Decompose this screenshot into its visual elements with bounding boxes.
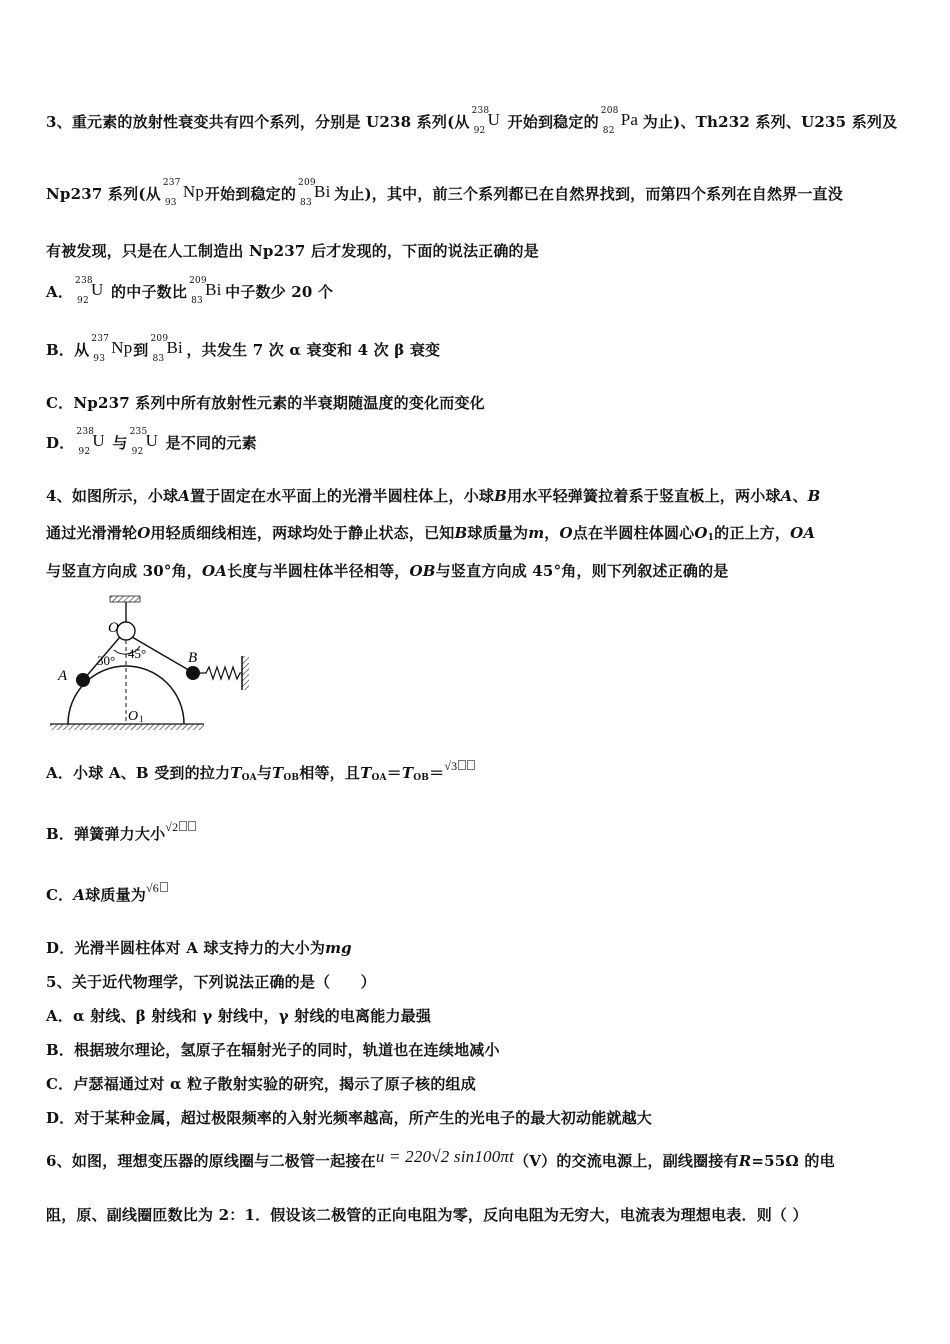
var-b: B (494, 487, 507, 505)
option-label: D． (46, 434, 75, 452)
q4-text: 与竖直方向成 30°角， (46, 562, 202, 580)
var-t: T (360, 764, 372, 782)
option-text: 球质量为 (85, 886, 146, 904)
q3-stem-line2 (46, 178, 843, 212)
q4-text: 置于固定在水平面上的光滑半圆柱体上，小球 (190, 487, 495, 505)
option-text: 相等，且 (299, 764, 361, 782)
option-text: B．弹簧弹力大小 (46, 825, 166, 843)
atomic-number: 92 (131, 447, 144, 457)
mass-number: 209 (150, 334, 169, 344)
element-symbol: U (145, 431, 159, 450)
label-o1: O (128, 709, 139, 724)
q5-option-c[interactable]: C．卢瑟福通过对 α 粒子散射实验的研究，揭示了原子核的组成 (46, 1075, 476, 1093)
option-text: A．小球 A、B 受到的拉力 (46, 764, 231, 782)
q4-text: 与竖直方向成 45°角，则下列叙述正确的是 (435, 562, 729, 580)
q6-stem-line2: 阻，原、副线圈匝数比为 2：1．假设该二极管的正向电阻为零，反向电阻为无穷大，电流表为理想电表．则（ ） (46, 1206, 808, 1224)
q4-stem-line3 (46, 560, 728, 581)
nuclide-pa208 (601, 106, 641, 140)
mass-number: 238 (471, 106, 490, 116)
q3-option-a[interactable] (46, 276, 333, 310)
q3-text: 3、重元素的放射性衰变共有四个系列，分别是 U238 系列(从 (46, 113, 470, 131)
atomic-number: 82 (602, 126, 615, 136)
q3-option-d[interactable] (46, 427, 257, 461)
nuclide-u238 (75, 276, 109, 310)
var-o1: O (694, 524, 708, 542)
var-t: T (401, 764, 414, 782)
missing-glyph-box (188, 821, 196, 831)
option-text: 与 (256, 764, 273, 782)
subscript: OB (413, 773, 430, 783)
mass-number: 238 (75, 276, 93, 286)
missing-glyph-box (179, 821, 187, 831)
atomic-number: 93 (93, 354, 106, 364)
atomic-number: 92 (78, 447, 91, 457)
option-text: 与 (112, 434, 128, 452)
var-a: A (780, 487, 793, 505)
var-o: O (559, 524, 573, 542)
var-r: R (738, 1152, 752, 1170)
ground-hatch (50, 724, 204, 730)
atomic-number: 83 (152, 354, 165, 364)
q4-text: 的正上方， (714, 524, 791, 542)
atomic-number: 92 (77, 296, 89, 306)
subscript: OB (283, 773, 300, 783)
q4-text: 长度与半圆柱体半径相等， (227, 562, 410, 580)
q4-text: 点在半圆柱体圆心 (572, 524, 695, 542)
spring (200, 667, 242, 679)
element-symbol: Np (111, 338, 133, 357)
var-a: A (73, 886, 86, 904)
ceiling-support (110, 596, 140, 602)
var-ob: OB (409, 562, 436, 580)
var-oa: OA (790, 524, 816, 542)
nuclide-bi209 (189, 276, 223, 310)
var-t: T (230, 764, 242, 782)
nuclide-bi209 (298, 178, 332, 212)
option-text: 到 (133, 341, 149, 359)
q4-text: 、 (792, 487, 808, 505)
q6-stem-line1 (46, 1147, 835, 1171)
ball-b (186, 666, 200, 680)
q5-stem: 5、关于近代物理学，下列说法正确的是（ ） (46, 973, 376, 991)
nuclide-np237 (91, 334, 131, 368)
option-text: 的中子数比 (111, 283, 188, 301)
missing-glyph-box (458, 760, 466, 770)
q4-stem-line2 (46, 522, 815, 543)
mass-number: 209 (189, 276, 207, 286)
mass-number: 209 (298, 178, 316, 188)
q4-text: 通过光滑滑轮 (46, 524, 138, 542)
root-formula: √3 (444, 759, 458, 773)
q5-option-d[interactable]: D．对于某种金属，超过极限频率的入射光频率越高，所产生的光电子的最大初动能就越大 (46, 1109, 653, 1127)
mass-number: 238 (76, 427, 95, 437)
q4-text: 用水平轻弹簧拉着系于竖直板上，两小球 (507, 487, 781, 505)
voltage-formula: u = 220√2 sin100πt (375, 1147, 515, 1166)
element-symbol: U (487, 110, 501, 129)
atomic-number: 93 (164, 198, 177, 208)
option-text: 中子数少 20 个 (225, 283, 334, 301)
q6-text: =55Ω 的电 (751, 1152, 835, 1170)
q4-option-b[interactable] (46, 820, 196, 844)
q4-text: ， (544, 524, 560, 542)
wall-hatch (242, 656, 249, 690)
mass-number: 237 (91, 334, 110, 344)
subscript: OA (371, 773, 387, 783)
option-label: A． (46, 283, 74, 301)
element-symbol: Np (182, 182, 205, 201)
nuclide-u235 (130, 427, 164, 461)
angle-arc-30 (114, 650, 126, 654)
missing-glyph-box (467, 760, 475, 770)
var-t: T (272, 764, 284, 782)
element-symbol: U (91, 280, 104, 299)
option-text: C． (46, 886, 74, 904)
atomic-number: 92 (473, 126, 486, 136)
option-text: 是不同的元素 (165, 434, 257, 452)
option-text: D．光滑半圆柱体对 A 球支持力的大小为 (46, 939, 326, 957)
missing-glyph-box (160, 882, 168, 892)
nuclide-np237 (163, 178, 203, 212)
element-symbol: Pa (620, 110, 639, 129)
label-angle-30: 30° (97, 653, 116, 668)
atomic-number: 83 (300, 198, 312, 208)
option-text: ＝ (386, 764, 402, 782)
element-symbol: Bi (205, 280, 222, 299)
q3-text: Np237 系列(从 (46, 185, 161, 203)
subscript: OA (241, 773, 257, 783)
var-mg: mg (325, 939, 352, 957)
q4-option-d[interactable] (46, 937, 352, 958)
q4-stem-line1 (46, 485, 821, 506)
mass-number: 237 (162, 178, 181, 188)
q4-option-c[interactable] (46, 881, 168, 905)
var-a: A (178, 487, 191, 505)
element-symbol: Bi (314, 182, 331, 201)
root-formula: √6 (146, 881, 159, 895)
subscript: 1 (707, 533, 715, 543)
nuclide-u238 (76, 427, 110, 461)
q3-text: 为止)、Th232 系列、U235 系列及 (642, 113, 898, 131)
option-text: ，共发生 7 次 α 衰变和 4 次 β 衰变 (186, 341, 441, 359)
mass-number: 235 (129, 427, 148, 437)
q6-text: 6、如图，理想变压器的原线圈与二极管一起接在 (46, 1152, 376, 1170)
var-oa: OA (202, 562, 228, 580)
label-angle-45: 45° (128, 646, 147, 661)
q4-text: 4、如图所示，小球 (46, 487, 179, 505)
ball-a (76, 673, 90, 687)
label-o1-sub: 1 (139, 714, 144, 724)
q3-stem-line3: 有被发现，只是在人工制造出 Np237 后才发现的，下面的说法正确的是 (46, 242, 539, 260)
q3-option-c[interactable]: C．Np237 系列中所有放射性元素的半衰期随温度的变化而变化 (46, 394, 485, 412)
var-b: B (454, 524, 468, 542)
q4-text: 球质量为 (467, 524, 529, 542)
label-b: B (188, 650, 198, 666)
q3-text: 为止)，其中，前三个系列都已在自然界找到，而第四个系列在自然界一直没 (334, 185, 843, 203)
nuclide-bi209 (150, 334, 184, 368)
q5-option-b[interactable]: B．根据玻尔理论，氢原子在辐射光子的同时，轨道也在连续地减小 (46, 1041, 500, 1059)
q3-text: 开始到稳定的 (204, 185, 297, 203)
q5-option-a[interactable]: A．α 射线、β 射线和 γ 射线中，γ 射线的电离能力最强 (46, 1007, 432, 1025)
q4-option-a[interactable] (46, 759, 475, 783)
var-o: O (137, 524, 151, 542)
q3-option-b[interactable] (46, 334, 440, 368)
label-a: A (58, 668, 68, 684)
q6-text: （V）的交流电源上，副线圈接有 (514, 1152, 739, 1170)
element-symbol: U (92, 431, 105, 450)
option-label: B．从 (46, 341, 90, 359)
element-symbol: Bi (166, 338, 183, 357)
q3-stem-line1 (46, 106, 897, 140)
var-m: m (528, 524, 545, 542)
root-formula: √2 (165, 820, 179, 834)
q4-text: 用轻质细线相连，两球均处于静止状态，已知 (150, 524, 455, 542)
var-b: B (807, 487, 821, 505)
mass-number: 208 (600, 106, 619, 116)
option-text: ＝ (429, 764, 445, 782)
label-o: O (108, 620, 119, 636)
q3-text: 开始到稳定的 (507, 113, 599, 131)
q4-figure (46, 594, 258, 738)
atomic-number: 83 (191, 296, 203, 306)
nuclide-u238 (472, 106, 506, 140)
